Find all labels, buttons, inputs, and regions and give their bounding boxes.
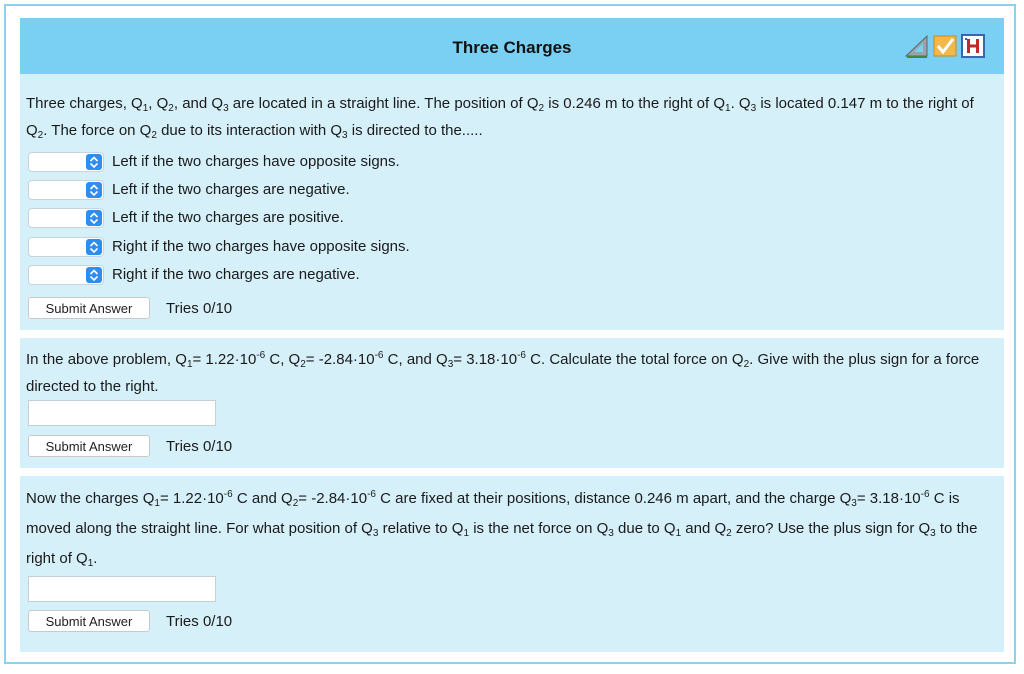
answer-select[interactable] [28, 237, 104, 257]
answer-select[interactable] [28, 208, 104, 228]
submit-answer-button[interactable]: Submit Answer [28, 610, 150, 632]
question-2-text: In the above problem, $Q_1= 1.22\cdot 10^{-6}$ C, $Q_2= -2.84\cdot 10^{-6}$ C, and $Q_3= 3.18\cdot 10^{-6}$ C. Calculate the total force on $Q_2$. Give with the plus sign for a force directed to the right. [26, 350, 980, 395]
question-3-text: Now the charges $Q_1= 1.22\cdot 10^{-6}$ C and $Q_2= -2.84\cdot 10^{-6}$ C are fixed at their positions, distance 0.246 m apart, and the charge $Q_3= 3.18\cdot 10^{-6}$ C is moved along the straight line. For what position of $Q_3$ relative to $Q_1$ is the net force on $Q_3$ due to $Q_1$ and $Q_2$ zero? Use the plus sign for $Q_3$ to the right of $Q_1$. [26, 489, 978, 569]
answer-select[interactable] [28, 152, 104, 172]
chevron-updown-icon[interactable] [86, 182, 102, 198]
question-1-text: Three charges, $Q_1$, $Q_2$, and $Q_3$ are located in a straight line. The position of $Q_2$ is 0.246 m to the right of $Q_1$. $Q_3$ is located 0.147 m to the right of $Q_2$. The force on $Q_2$ due to its interaction with $Q_3$ is directed to the..... [26, 95, 974, 141]
tries-counter: Tries 0/10 [166, 613, 233, 630]
option-label: Left if the two charges are negative. [112, 181, 350, 198]
option-label: Right if the two charges have opposite signs. [112, 238, 410, 255]
tries-counter: Tries 0/10 [166, 438, 233, 455]
chevron-updown-icon[interactable] [86, 210, 102, 226]
triangle-ruler-icon[interactable] [905, 34, 929, 58]
answer-input[interactable] [28, 400, 216, 426]
answer-select[interactable] [28, 265, 104, 285]
chevron-updown-icon[interactable] [86, 154, 102, 170]
tries-counter: Tries 0/10 [166, 300, 233, 317]
page-title: Three Charges [452, 38, 572, 57]
option-label: Left if the two charges are positive. [112, 209, 344, 226]
chevron-updown-icon[interactable] [86, 267, 102, 283]
problem-frame [4, 4, 1016, 664]
option-label: Left if the two charges have opposite signs. [112, 153, 400, 170]
section-divider [20, 468, 1004, 476]
section-divider [20, 330, 1004, 338]
option-label: Right if the two charges are negative. [112, 266, 360, 283]
checkmark-pencil-icon[interactable] [933, 34, 957, 58]
answer-select[interactable] [28, 180, 104, 200]
submit-answer-button[interactable]: Submit Answer [28, 297, 150, 319]
submit-answer-button[interactable]: Submit Answer [28, 435, 150, 457]
header-bar [20, 18, 1004, 74]
chevron-updown-icon[interactable] [86, 239, 102, 255]
help-h-icon[interactable] [961, 34, 985, 58]
problem-panel [20, 18, 1004, 652]
answer-input[interactable] [28, 576, 216, 602]
